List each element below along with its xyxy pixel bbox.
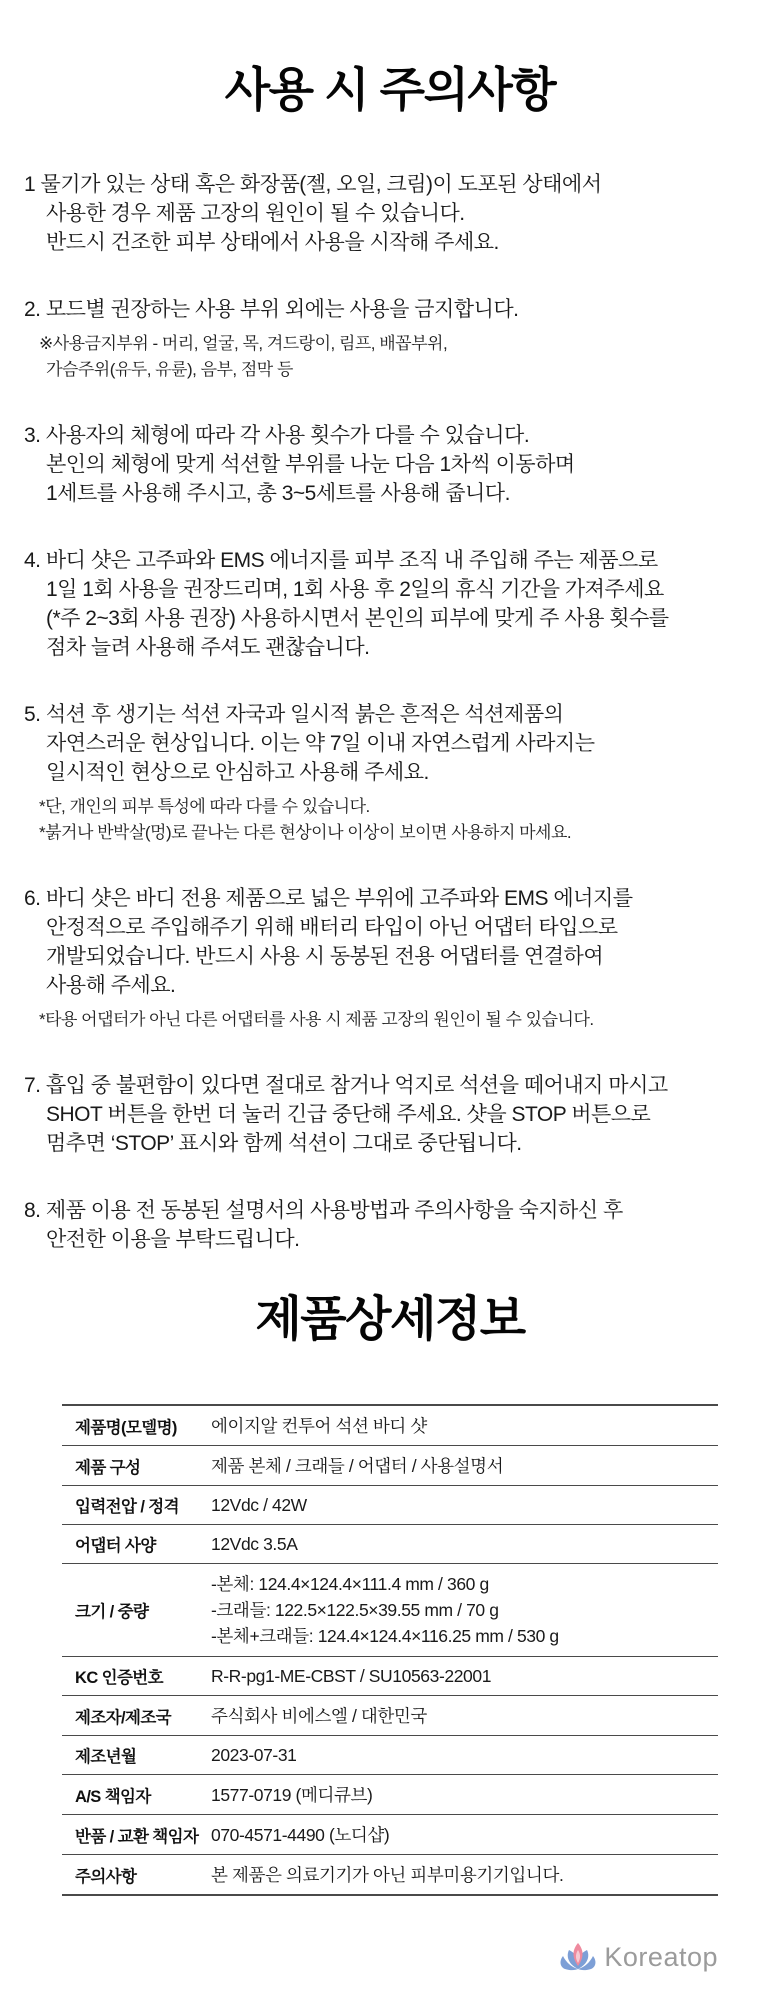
item-line: 점차 늘려 사용해 주셔도 괜찮습니다. xyxy=(46,636,370,659)
row-label: 입력전압 / 정격 xyxy=(75,1498,179,1516)
product-spec-table xyxy=(62,1404,718,1896)
table-row xyxy=(62,1815,718,1855)
row-label: 제조년월 xyxy=(75,1748,137,1766)
precaution-item-7 xyxy=(24,1071,750,1158)
table-row xyxy=(62,1736,718,1775)
item-line: 본인의 체형에 맞게 석션할 부위를 나눈 다음 1차씩 이동하며 xyxy=(46,453,575,476)
row-label: 어댑터 사양 xyxy=(75,1537,156,1555)
table-row xyxy=(62,1657,718,1696)
item-line: SHOT 버튼을 한번 더 눌러 긴급 중단해 주세요. 샷을 STOP 버튼으로 xyxy=(46,1103,651,1126)
precaution-item-6 xyxy=(24,884,750,1033)
row-value: 2023-07-31 xyxy=(211,1744,297,1765)
item-line: 자연스러운 현상입니다. 이는 약 7일 이내 자연스럽게 사라지는 xyxy=(46,732,595,755)
table-row xyxy=(62,1525,718,1564)
item-line: 8. 제품 이용 전 동봉된 설명서의 사용방법과 주의사항을 숙지하신 후 xyxy=(24,1199,623,1222)
item-line: 1세트를 사용해 주시고, 총 3~5세트를 사용해 줍니다. xyxy=(46,482,510,505)
row-value xyxy=(211,1564,718,1657)
row-label: 제품명(모델명) xyxy=(75,1418,177,1437)
row-value: 070-4571-4490 (노디샵) xyxy=(211,1825,390,1845)
row-label: 제조자/제조국 xyxy=(75,1708,172,1727)
row-value: R-R-pg1-ME-CBST / SU10563-22001 xyxy=(211,1665,492,1686)
precaution-item-2 xyxy=(24,295,750,383)
table-row xyxy=(62,1405,718,1446)
logo-text: Koreatop xyxy=(604,1942,718,1972)
item-line: 1일 1회 사용을 권장드리며, 1회 사용 후 2일의 휴식 기간을 가져주세요 xyxy=(46,578,664,601)
row-value: 본 제품은 의료기기가 아닌 피부미용기기입니다. xyxy=(211,1865,564,1885)
item-line: 사용해 주세요. xyxy=(46,974,176,997)
table-row xyxy=(62,1855,718,1896)
precaution-item-8 xyxy=(24,1196,750,1254)
precaution-item-4 xyxy=(24,546,750,662)
table-row xyxy=(62,1486,718,1525)
item-notes xyxy=(24,794,750,846)
row-value: 12Vdc / 42W xyxy=(211,1494,307,1515)
row-label: 제품 구성 xyxy=(75,1458,141,1477)
item-line: 안정적으로 주입해주기 위해 배터리 타입이 아닌 어댑터 타입으로 xyxy=(46,916,618,939)
row-value: 12Vdc 3.5A xyxy=(211,1533,298,1554)
row-value: 1577-0719 (메디큐브) xyxy=(211,1785,373,1805)
item-line: 일시적인 현상으로 안심하고 사용해 주세요. xyxy=(46,761,429,784)
item-line: 안전한 이용을 부탁드립니다. xyxy=(46,1228,300,1251)
row-value: 에이지알 컨투어 석션 바디 샷 xyxy=(211,1416,427,1436)
note-line: *타용 어댑터가 아닌 다른 어댑터를 사용 시 제품 고장의 원인이 될 수 있습니다. xyxy=(39,1010,594,1029)
item-line: 4. 바디 샷은 고주파와 EMS 에너지를 피부 조직 내 주입해 주는 제품으로 xyxy=(24,549,658,572)
note-line: 가슴주위(유두, 유륜), 음부, 점막 등 xyxy=(46,360,293,379)
item-line: 6. 바디 샷은 바디 전용 제품으로 넓은 부위에 고주파와 EMS 에너지를 xyxy=(24,887,633,910)
size-line: -본체: 124.4×124.4×111.4 mm / 360 g xyxy=(211,1574,489,1594)
table-row xyxy=(62,1446,718,1486)
precaution-item-5 xyxy=(24,700,750,846)
item-line: 개발되었습니다. 반드시 사용 시 동봉된 전용 어댑터를 연결하여 xyxy=(46,945,604,968)
item-line: (*주 2~3회 사용 권장) 사용하시면서 본인의 피부에 맞게 주 사용 횟수를 xyxy=(46,607,669,630)
item-line: 5. 석션 후 생기는 석션 자국과 일시적 붉은 흔적은 석션제품의 xyxy=(24,703,564,726)
row-label: 주의사항 xyxy=(75,1867,137,1886)
row-label: A/S 책임자 xyxy=(75,1787,151,1806)
item-line: 7. 흡입 중 불편함이 있다면 절대로 참거나 억지로 석션을 떼어내지 마시고 xyxy=(24,1074,668,1097)
item-line: 사용한 경우 제품 고장의 원인이 될 수 있습니다. xyxy=(46,202,465,225)
lotus-icon xyxy=(557,1942,599,1972)
note-line: ※사용금지부위 - 머리, 얼굴, 목, 겨드랑이, 림프, 배꼽부위, xyxy=(39,334,448,353)
item-line: 1 물기가 있는 상태 혹은 화장품(젤, 오일, 크림)이 도포된 상태에서 xyxy=(24,173,602,196)
table-row xyxy=(62,1696,718,1736)
note-line: *붉거나 반박살(멍)로 끝나는 다른 현상이나 이상이 보이면 사용하지 마세요. xyxy=(39,823,572,842)
item-line: 멈추면 ‘STOP’ 표시와 함께 석션이 그대로 중단됩니다. xyxy=(46,1132,522,1155)
precautions-title: 사용 시 주의사항 xyxy=(224,63,556,116)
item-line: 반드시 건조한 피부 상태에서 사용을 시작해 주세요. xyxy=(46,231,499,254)
precaution-item-1 xyxy=(24,170,750,257)
item-notes xyxy=(24,1007,750,1033)
size-line: -크래들: 122.5×122.5×39.55 mm / 70 g xyxy=(211,1600,499,1620)
item-line: 3. 사용자의 체형에 따라 각 사용 횟수가 다를 수 있습니다. xyxy=(24,424,530,447)
item-line: 2. 모드별 권장하는 사용 부위 외에는 사용을 금지합니다. xyxy=(24,298,519,321)
precaution-item-3 xyxy=(24,421,750,508)
table-row xyxy=(62,1564,718,1657)
table-row xyxy=(62,1775,718,1815)
product-details-title: 제품상세정보 xyxy=(255,1293,525,1346)
size-line: -본체+크래들: 124.4×124.4×116.25 mm / 530 g xyxy=(211,1626,559,1646)
row-value: 주식회사 비에스엘 / 대한민국 xyxy=(211,1706,427,1726)
row-value: 제품 본체 / 크래들 / 어댑터 / 사용설명서 xyxy=(211,1456,504,1476)
row-label: 크기 / 중량 xyxy=(75,1603,149,1621)
koreatop-logo xyxy=(557,1940,718,1974)
row-label: KC 인증번호 xyxy=(75,1669,163,1687)
row-label: 반품 / 교환 책임자 xyxy=(75,1827,199,1846)
item-notes xyxy=(24,331,750,383)
note-line: *단, 개인의 피부 특성에 따라 다를 수 있습니다. xyxy=(39,797,370,816)
